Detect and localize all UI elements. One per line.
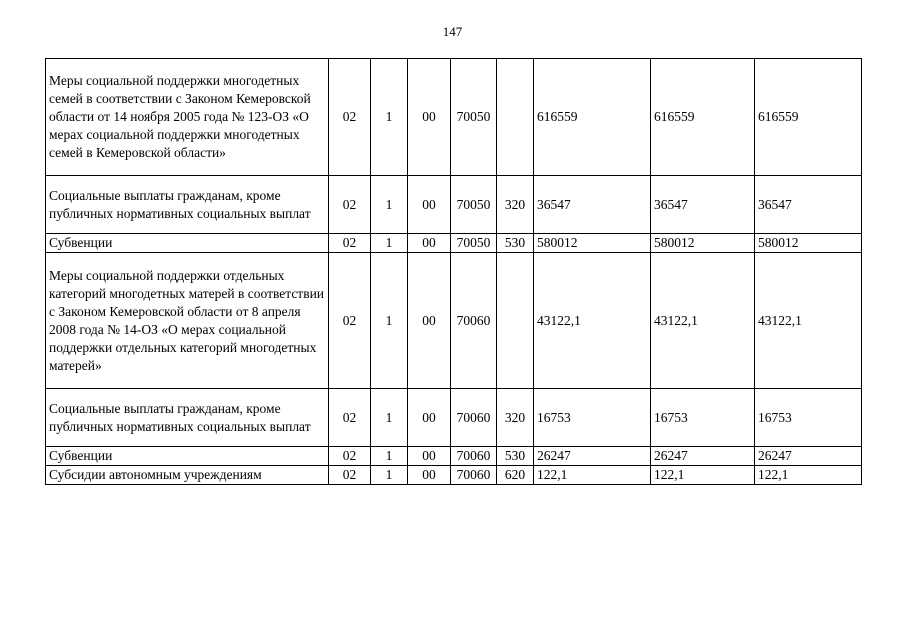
row-name: Субвенции — [46, 447, 329, 466]
amount-year-2: 16753 — [651, 389, 755, 447]
amount-year-3: 122,1 — [755, 466, 862, 485]
amount-year-3: 26247 — [755, 447, 862, 466]
table-row — [46, 466, 862, 485]
row-name: Субсидии автономным учреждениям — [46, 466, 329, 485]
budget-table — [45, 58, 862, 485]
section-code: 02 — [329, 176, 371, 234]
amount-year-1: 36547 — [534, 176, 651, 234]
subprogram-code: 00 — [408, 447, 451, 466]
amount-year-2: 122,1 — [651, 466, 755, 485]
amount-year-2: 36547 — [651, 176, 755, 234]
subprogram-code: 00 — [408, 176, 451, 234]
expense-type-code — [497, 59, 534, 176]
table-row — [46, 253, 862, 389]
amount-year-1: 43122,1 — [534, 253, 651, 389]
expense-type-code: 620 — [497, 466, 534, 485]
amount-year-3: 616559 — [755, 59, 862, 176]
table-row — [46, 59, 862, 176]
direction-code: 70050 — [451, 59, 497, 176]
section-code: 02 — [329, 447, 371, 466]
subprogram-code: 00 — [408, 253, 451, 389]
amount-year-1: 616559 — [534, 59, 651, 176]
expense-type-code: 530 — [497, 234, 534, 253]
page-number: 147 — [442, 24, 463, 39]
subprogram-code: 00 — [408, 389, 451, 447]
expense-type-code: 320 — [497, 176, 534, 234]
expense-type-code: 530 — [497, 447, 534, 466]
table-row — [46, 389, 862, 447]
section-code: 02 — [329, 234, 371, 253]
direction-code: 70060 — [451, 389, 497, 447]
amount-year-3: 43122,1 — [755, 253, 862, 389]
subprogram-code: 00 — [408, 234, 451, 253]
section-code: 02 — [329, 59, 371, 176]
table-row — [46, 176, 862, 234]
amount-year-2: 616559 — [651, 59, 755, 176]
amount-year-1: 580012 — [534, 234, 651, 253]
direction-code: 70060 — [451, 466, 497, 485]
row-name: Социальные выплаты гражданам, кроме публичных нормативных социальных выплат — [46, 176, 329, 234]
subprogram-code: 00 — [408, 466, 451, 485]
direction-code: 70060 — [451, 447, 497, 466]
amount-year-3: 16753 — [755, 389, 862, 447]
program-code: 1 — [371, 466, 408, 485]
row-name: Социальные выплаты гражданам, кроме публичных нормативных социальных выплат — [46, 389, 329, 447]
section-code: 02 — [329, 253, 371, 389]
row-name: Меры социальной поддержки отдельных категорий многодетных матерей в соответствии с Законом Кемеровской области от 8 апреля 2008 года № 14-ОЗ «О мерах социальной поддержки отдельных категорий многодетных матерей» — [46, 253, 329, 389]
program-code: 1 — [371, 176, 408, 234]
amount-year-1: 16753 — [534, 389, 651, 447]
amount-year-3: 36547 — [755, 176, 862, 234]
row-name: Субвенции — [46, 234, 329, 253]
direction-code: 70060 — [451, 253, 497, 389]
program-code: 1 — [371, 59, 408, 176]
row-name: Меры социальной поддержки многодетных семей в соответствии с Законом Кемеровской области от 14 ноября 2005 года № 123-ОЗ «О мерах социальной поддержки многодетных семей в Кемеровской области» — [46, 59, 329, 176]
amount-year-2: 580012 — [651, 234, 755, 253]
direction-code: 70050 — [451, 234, 497, 253]
program-code: 1 — [371, 234, 408, 253]
section-code: 02 — [329, 389, 371, 447]
amount-year-2: 43122,1 — [651, 253, 755, 389]
program-code: 1 — [371, 389, 408, 447]
table-row — [46, 234, 862, 253]
amount-year-1: 26247 — [534, 447, 651, 466]
table-row — [46, 447, 862, 466]
expense-type-code — [497, 253, 534, 389]
amount-year-1: 122,1 — [534, 466, 651, 485]
section-code: 02 — [329, 466, 371, 485]
amount-year-3: 580012 — [755, 234, 862, 253]
subprogram-code: 00 — [408, 59, 451, 176]
amount-year-2: 26247 — [651, 447, 755, 466]
expense-type-code: 320 — [497, 389, 534, 447]
direction-code: 70050 — [451, 176, 497, 234]
program-code: 1 — [371, 253, 408, 389]
program-code: 1 — [371, 447, 408, 466]
